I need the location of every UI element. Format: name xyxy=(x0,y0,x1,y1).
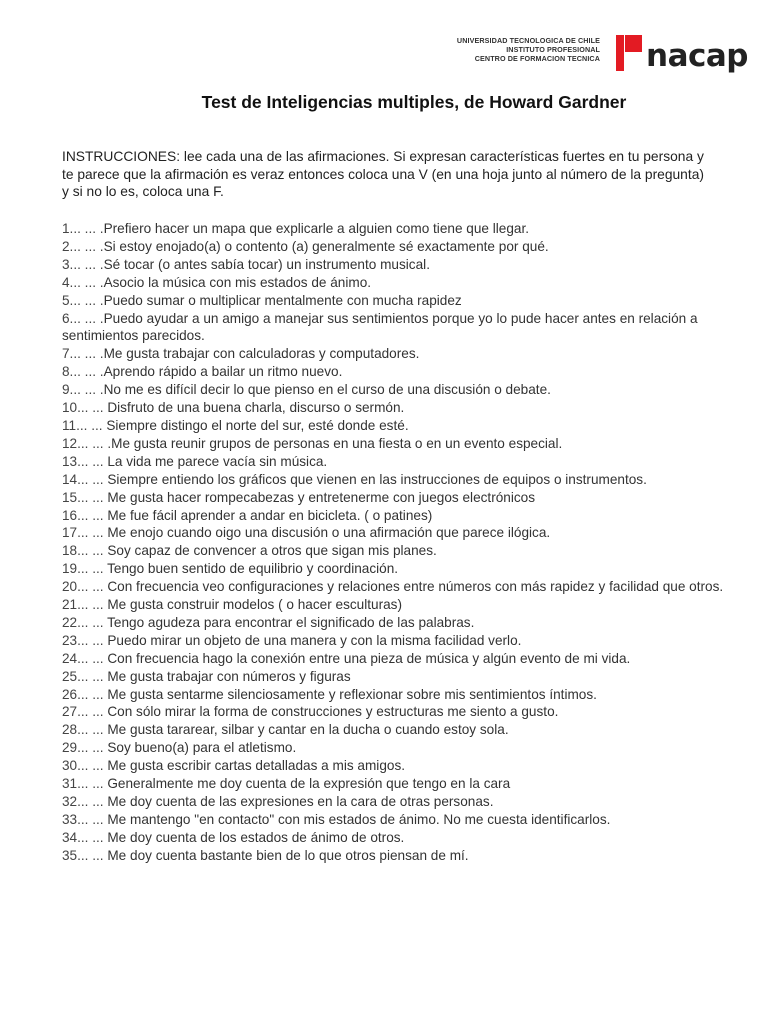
statement-text: Me gusta trabajar con números y figuras xyxy=(107,668,351,684)
statement-item xyxy=(62,793,732,811)
statement-number: 8... ... . xyxy=(62,364,104,380)
statement-number: 34... ... xyxy=(62,829,108,845)
logo-text: nacap xyxy=(646,38,748,74)
statement-item xyxy=(62,310,732,346)
statement-item xyxy=(62,614,732,632)
institution-line: CENTRO DE FORMACION TECNICA xyxy=(474,53,601,63)
statement-text: Prefiero hacer un mapa que explicarle a alguien como tiene que llegar. xyxy=(103,221,530,236)
statement-number: 32... ... xyxy=(62,794,108,809)
statement-text: Me fue fácil aprender a andar en bicicleta. ( o patines) xyxy=(107,507,433,523)
statement-number: 30... ... xyxy=(62,758,108,774)
statement-text: Me enojo cuando oigo una discusión o una afirmación que parece ilógica. xyxy=(107,525,551,541)
statement-number: 11... ... xyxy=(62,417,107,433)
statement-number: 7... ... . xyxy=(62,346,104,362)
statement-number: 1... ... . xyxy=(62,221,104,236)
statement-text: Con frecuencia veo configuraciones y relaciones entre números con más rapidez y facilidad que otros. xyxy=(107,579,724,595)
statement-number: 25... ... xyxy=(62,668,108,684)
statement-text: Me doy cuenta de las expresiones en la cara de otras personas. xyxy=(107,794,494,809)
statement-text: Siempre distingo el norte del sur, esté donde esté. xyxy=(106,417,409,433)
statement-number: 15... ... xyxy=(62,489,108,505)
page-title: Test de Inteligencias multiples, de Howard Gardner xyxy=(201,92,627,112)
instructions-paragraph: INSTRUCCIONES: lee cada una de las afirmaciones. Si expresan características fuertes en tu persona y te parece que la afirmación es veraz entonces coloca una V (en una hoja junto al número de la pregunta) y si no lo es, coloca una F. xyxy=(62,149,704,199)
statement-text: Me gusta escribir cartas detalladas a mis amigos. xyxy=(107,758,406,774)
statement-item xyxy=(62,578,732,596)
statement-item xyxy=(62,417,732,435)
statement-number: 33... ... xyxy=(62,811,108,827)
statement-item xyxy=(62,238,732,256)
statement-text: Me gusta reunir grupos de personas en una fiesta o en un evento especial. xyxy=(111,435,563,451)
statement-item xyxy=(62,632,732,650)
statement-text: Tengo agudeza para encontrar el significado de las palabras. xyxy=(107,614,475,630)
statement-item xyxy=(62,507,732,525)
statement-number: 9... ... . xyxy=(62,382,104,398)
statement-item xyxy=(62,274,732,292)
statement-item xyxy=(62,399,732,417)
statement-item xyxy=(62,363,732,381)
statement-text: Tengo buen sentido de equilibrio y coordinación. xyxy=(107,561,399,577)
statement-number: 23... ... xyxy=(62,632,108,648)
statement-item xyxy=(62,721,732,739)
statement-text: Soy bueno(a) para el atletismo. xyxy=(107,740,297,756)
statement-number: 6... ... . xyxy=(62,310,104,326)
statement-item xyxy=(62,471,732,489)
statement-number: 17... ... xyxy=(62,525,108,541)
statement-item xyxy=(62,757,732,775)
statement-number: 14... ... xyxy=(62,471,108,487)
statement-list xyxy=(62,220,732,865)
statement-item xyxy=(62,811,732,829)
statement-text: Me gusta trabajar con calculadoras y computadores. xyxy=(103,346,420,362)
statement-text: Con sólo mirar la forma de construcciones y estructuras me siento a gusto. xyxy=(107,704,559,720)
statement-text: Si estoy enojado(a) o contento (a) generalmente sé exactamente por qué. xyxy=(103,238,549,254)
statement-text: Me gusta tararear, silbar y cantar en la ducha o cuando estoy sola. xyxy=(107,722,509,738)
statement-item xyxy=(62,829,732,847)
statement-number: 13... ... xyxy=(62,453,108,469)
inacap-logo xyxy=(616,32,748,74)
institution-line: UNIVERSIDAD TECNOLOGICA DE CHILE xyxy=(456,35,601,45)
statement-number: 16... ... xyxy=(62,507,108,523)
statement-text: La vida me parece vacía sin música. xyxy=(107,453,328,469)
statement-number: 18... ... xyxy=(62,543,108,559)
statement-text: Aprendo rápido a bailar un ritmo nuevo. xyxy=(103,364,343,380)
statement-text: Puedo ayudar a un amigo a manejar sus sentimientos porque yo lo pude hacer antes en relación a sentimientos parecidos. xyxy=(62,310,698,344)
statement-item xyxy=(62,703,732,721)
statement-text: Asocio la música con mis estados de ánimo. xyxy=(103,274,372,290)
statement-text: Generalmente me doy cuenta de la expresión que tengo en la cara xyxy=(107,776,511,792)
statement-number: 19... ... xyxy=(62,561,108,577)
statement-item xyxy=(62,453,732,471)
statement-item xyxy=(62,381,732,399)
statement-item xyxy=(62,739,732,757)
statement-number: 4... ... . xyxy=(62,274,104,290)
statement-item xyxy=(62,686,732,704)
institution-lines xyxy=(457,36,600,63)
statement-number: 10... ... xyxy=(62,400,108,416)
statement-number: 29... ... xyxy=(62,740,108,756)
statement-item xyxy=(62,596,732,614)
statement-text: Me gusta construir modelos ( o hacer esculturas) xyxy=(107,597,402,613)
statement-number: 26... ... xyxy=(62,686,108,702)
statement-number: 5... ... . xyxy=(62,292,104,308)
statement-text: Sé tocar (o antes sabía tocar) un instrumento musical. xyxy=(103,256,430,272)
statement-text: Me gusta hacer rompecabezas y entretenerme con juegos electrónicos xyxy=(107,489,536,505)
statement-item xyxy=(62,256,732,274)
statement-item xyxy=(62,560,732,578)
statement-text: Puedo sumar o multiplicar mentalmente con mucha rapidez xyxy=(103,292,462,308)
statement-item xyxy=(62,435,732,453)
logo-mark-icon xyxy=(616,35,642,71)
statement-text: Me doy cuenta de los estados de ánimo de otros. xyxy=(107,829,405,845)
statement-item xyxy=(62,489,732,507)
statement-item xyxy=(62,345,732,363)
institution-line: INSTITUTO PROFESIONAL xyxy=(506,44,601,54)
statement-item xyxy=(62,650,732,668)
statement-number: 28... ... xyxy=(62,722,108,738)
statement-text: Me mantengo "en contacto" con mis estados de ánimo. No me cuesta identificarlos. xyxy=(107,811,611,827)
statement-item xyxy=(62,220,732,238)
statement-item xyxy=(62,668,732,686)
statement-item xyxy=(62,775,732,793)
statement-item xyxy=(62,847,732,865)
statement-text: Con frecuencia hago la conexión entre una pieza de música y algún evento de mi vida. xyxy=(107,650,631,666)
statement-text: No me es difícil decir lo que pienso en el curso de una discusión o debate. xyxy=(103,382,551,398)
statement-text: Me gusta sentarme silenciosamente y reflexionar sobre mis sentimientos íntimos. xyxy=(107,686,597,702)
header xyxy=(457,30,748,76)
statement-text: Siempre entiendo los gráficos que vienen en las instrucciones de equipos o instrumentos. xyxy=(107,471,647,487)
statement-number: 27... ... xyxy=(62,704,108,720)
statement-text: Disfruto de una buena charla, discurso o sermón. xyxy=(107,400,405,416)
statement-number: 3... ... . xyxy=(62,256,104,272)
statement-text: Puedo mirar un objeto de una manera y con la misma facilidad verlo. xyxy=(107,632,522,648)
statement-item xyxy=(62,524,732,542)
statement-number: 12... ... . xyxy=(62,435,112,451)
statement-number: 21... ... xyxy=(62,597,108,613)
statement-number: 20... ... xyxy=(62,579,108,595)
statement-number: 22... ... xyxy=(62,614,108,630)
statement-text: Soy capaz de convencer a otros que sigan mis planes. xyxy=(107,543,437,559)
statement-number: 31... ... xyxy=(62,776,108,792)
statement-number: 35... ... xyxy=(62,847,108,863)
statement-number: 24... ... xyxy=(62,650,108,666)
statement-item xyxy=(62,542,732,560)
statement-text: Me doy cuenta bastante bien de lo que otros piensan de mí. xyxy=(107,847,469,863)
statement-number: 2... ... . xyxy=(62,238,104,254)
statement-item xyxy=(62,292,732,310)
